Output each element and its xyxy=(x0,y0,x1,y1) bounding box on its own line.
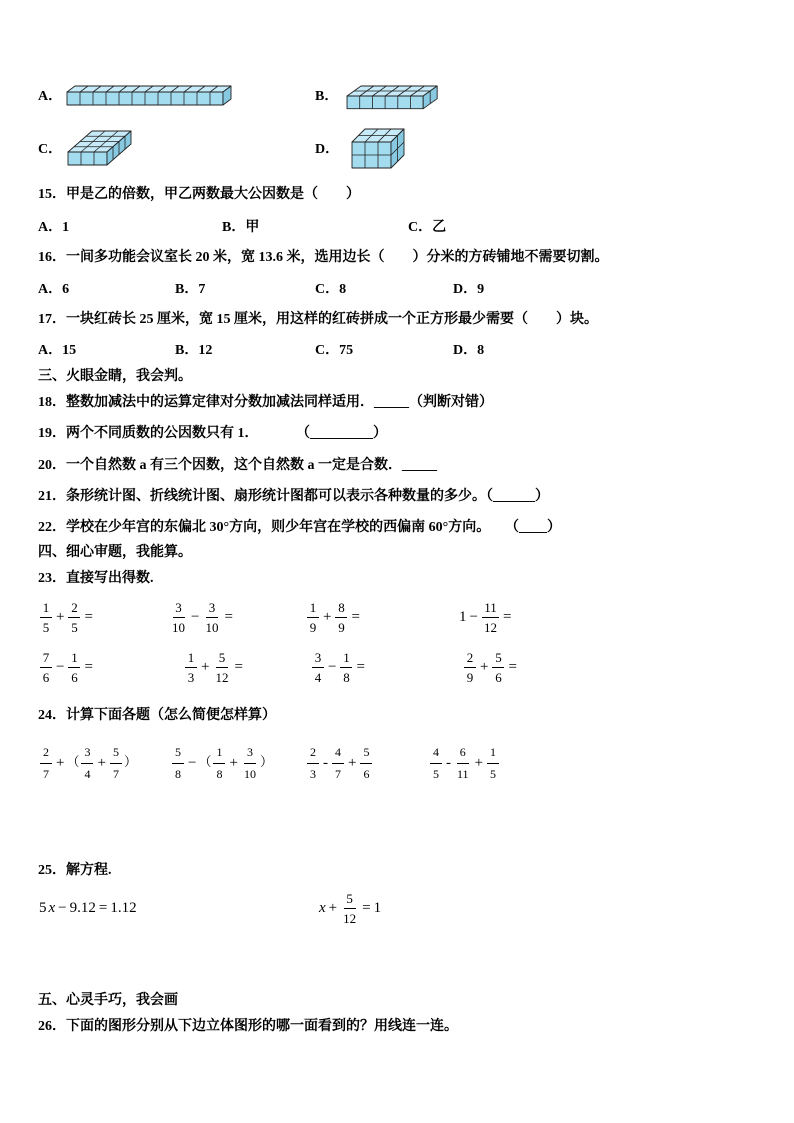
operator: − xyxy=(328,659,337,675)
fraction xyxy=(68,601,80,634)
fraction-numerator: 5 xyxy=(360,746,372,764)
cuboid-figure-a xyxy=(66,85,232,106)
fraction xyxy=(360,746,372,781)
question-19-stem: 19．两个不同质数的公因数只有 1． xyxy=(38,426,259,441)
fraction xyxy=(172,746,184,781)
fraction-numerator: 1 xyxy=(340,651,352,668)
fraction xyxy=(68,651,80,684)
fraction xyxy=(482,601,499,634)
operator: = xyxy=(362,900,371,916)
operator: + xyxy=(348,755,357,771)
number: 9.12 xyxy=(69,900,96,916)
fraction-denominator: 12 xyxy=(483,619,497,635)
operator: + xyxy=(323,609,332,625)
fraction-numerator: 7 xyxy=(40,651,52,668)
question-21-stem: 21．条形统计图、折线统计图、扇形统计图都可以表示各种数量的多少。（______） xyxy=(38,489,549,504)
figure-option-d-label: D． xyxy=(315,142,340,157)
fraction xyxy=(332,746,344,781)
operator: = xyxy=(502,609,512,625)
fraction-denominator: 5 xyxy=(71,619,78,635)
question-17-option-a: A．15 xyxy=(38,343,77,358)
operator: + xyxy=(229,755,238,771)
fraction xyxy=(307,601,319,634)
question-22-answer-blank: （____） xyxy=(505,520,561,535)
fraction-denominator: 12 xyxy=(215,669,229,685)
fraction-denominator: 3 xyxy=(187,669,195,685)
fraction-numerator: 5 xyxy=(344,892,356,909)
fraction xyxy=(81,746,93,781)
question-23-expression xyxy=(38,599,95,635)
operator: = xyxy=(84,659,93,675)
fraction-numerator: 1 xyxy=(307,601,319,618)
operator: + xyxy=(328,900,338,916)
fraction-denominator: 7 xyxy=(43,766,49,781)
question-16-option-d: D．9 xyxy=(453,282,485,297)
question-15-option-a: A．1 xyxy=(38,220,70,235)
fraction-denominator: 6 xyxy=(71,669,78,685)
number: 1 xyxy=(373,900,382,916)
question-26-stem: 26．下面的图形分别从下边立体图形的哪一面看到的？用线连一连。 xyxy=(38,1019,458,1034)
fraction xyxy=(242,746,258,781)
fraction-denominator: 5 xyxy=(490,766,497,781)
section-4-heading: 四、细心审题，我能算。 xyxy=(38,545,192,560)
fraction xyxy=(341,892,358,925)
cuboid-figure-d xyxy=(351,128,405,169)
fraction-denominator: 5 xyxy=(433,766,439,781)
operator: = xyxy=(356,659,365,675)
fraction-denominator: 10 xyxy=(243,766,256,781)
fraction-numerator: 1 xyxy=(487,746,499,764)
operator: + xyxy=(56,755,65,771)
fraction xyxy=(340,651,352,684)
parenthesis: ） xyxy=(123,755,137,770)
question-17-option-d: D．8 xyxy=(453,343,485,358)
question-16-option-a: A．6 xyxy=(38,282,70,297)
question-23-expression xyxy=(310,649,367,685)
fraction-numerator: 3 xyxy=(244,746,256,764)
fraction-numerator: 2 xyxy=(464,651,476,668)
question-17-stem: 17．一块红砖长 25 厘米，宽 15 厘米，用这样的红砖拼成一个正方形最少需要（ ）块。 xyxy=(38,312,598,327)
question-17-option-b: B．12 xyxy=(175,343,213,358)
question-24-expression xyxy=(170,745,273,781)
question-15-stem: 15．甲是乙的倍数，甲乙两数最大公因数是（ ） xyxy=(38,187,360,202)
fraction xyxy=(455,746,471,781)
question-23-title: 23．直接写出得数. xyxy=(38,571,154,586)
question-23-expression xyxy=(168,599,235,635)
fraction-denominator: 9 xyxy=(309,619,317,635)
operator: + xyxy=(201,659,210,675)
question-19-answer-blank: （_________） xyxy=(296,426,387,441)
question-25-equation xyxy=(318,890,382,926)
fraction-numerator: 4 xyxy=(430,746,442,764)
fraction xyxy=(492,651,504,684)
fraction-denominator: 10 xyxy=(205,619,219,635)
fraction-numerator: 5 xyxy=(492,651,504,668)
operator: = xyxy=(84,609,93,625)
operator: − xyxy=(469,609,478,625)
fraction xyxy=(110,746,122,781)
question-24-expression xyxy=(38,745,137,781)
operator: − xyxy=(56,659,65,675)
fraction-numerator: 11 xyxy=(482,601,499,618)
fraction-numerator: 2 xyxy=(307,746,319,764)
figure-option-c-label: C． xyxy=(38,142,63,157)
cuboid-figure-b xyxy=(346,85,438,110)
question-18-stem: 18．整数加减法中的运算定律对分数加减法同样适用．_____（判断对错） xyxy=(38,395,493,410)
fraction-denominator: 8 xyxy=(343,669,350,685)
question-23-expression xyxy=(38,649,95,685)
fraction-denominator: 8 xyxy=(216,766,223,781)
fraction-denominator: 7 xyxy=(112,766,119,781)
fraction xyxy=(487,746,499,781)
operator: + xyxy=(97,755,106,771)
number: 1.12 xyxy=(110,900,137,916)
question-16-stem: 16．一间多功能会议室长 20 米，宽 13.6 米，选用边长（ ）分米的方砖铺地不需要切割。 xyxy=(38,250,609,265)
question-15-option-b: B．甲 xyxy=(222,220,260,235)
operator: = xyxy=(224,609,233,625)
cuboid-front-face xyxy=(68,152,107,165)
fraction xyxy=(40,746,52,781)
fraction-numerator: 4 xyxy=(332,746,344,764)
question-25-title: 25．解方程. xyxy=(38,863,112,878)
fraction xyxy=(170,601,187,634)
fraction-denominator: 6 xyxy=(495,669,502,685)
fraction-numerator: 1 xyxy=(40,601,52,618)
operator: = xyxy=(508,659,517,675)
question-16-option-c: C．8 xyxy=(315,282,347,297)
fraction-denominator: 10 xyxy=(172,619,185,635)
question-16-option-b: B．7 xyxy=(175,282,206,297)
operator: + xyxy=(56,609,65,625)
fraction-numerator: 5 xyxy=(172,746,184,764)
operator: + xyxy=(480,659,489,675)
section-3-heading: 三、火眼金睛，我会判。 xyxy=(38,369,192,384)
fraction-numerator: 1 xyxy=(213,746,225,764)
fraction xyxy=(464,651,476,684)
operator: − xyxy=(188,755,197,771)
question-24-title: 24．计算下面各题（怎么简便怎样算） xyxy=(38,708,276,723)
fraction-denominator: 9 xyxy=(338,619,345,635)
figure-option-b-label: B． xyxy=(315,89,339,104)
fraction xyxy=(213,651,230,684)
question-24-expression xyxy=(305,745,374,781)
fraction xyxy=(40,651,52,684)
fraction-denominator: 4 xyxy=(84,766,91,781)
fraction-numerator: 5 xyxy=(216,651,228,668)
question-24-expression xyxy=(428,745,501,781)
fraction-numerator: 8 xyxy=(335,601,347,618)
question-17-option-c: C．75 xyxy=(315,343,354,358)
fraction-numerator: 3 xyxy=(173,601,185,618)
fraction-denominator: 9 xyxy=(466,669,474,685)
fraction xyxy=(307,746,319,781)
question-15-option-c: C．乙 xyxy=(408,220,447,235)
question-23-expression xyxy=(183,649,245,685)
variable: x xyxy=(48,900,56,916)
fraction-numerator: 5 xyxy=(110,746,122,764)
operator: - xyxy=(446,755,451,771)
fraction xyxy=(430,746,442,781)
fraction xyxy=(185,651,197,684)
question-25-equation xyxy=(38,890,138,926)
cuboid-figure-c xyxy=(67,130,132,166)
question-23-expression xyxy=(305,599,362,635)
question-23-expression xyxy=(462,649,519,685)
fraction-denominator: 11 xyxy=(457,766,469,781)
operator: = xyxy=(98,900,108,916)
operator: = xyxy=(234,659,243,675)
fraction-numerator: 3 xyxy=(312,651,324,668)
fraction-numerator: 3 xyxy=(81,746,93,764)
fraction xyxy=(203,601,220,634)
fraction-denominator: 7 xyxy=(335,766,341,781)
fraction xyxy=(40,601,52,634)
operator: + xyxy=(474,755,484,771)
section-5-heading: 五、心灵手巧，我会画 xyxy=(38,993,178,1008)
fraction-denominator: 6 xyxy=(42,669,50,685)
parenthesis: （ xyxy=(66,755,80,770)
fraction xyxy=(312,651,324,684)
fraction-denominator: 3 xyxy=(310,766,316,781)
parenthesis: ） xyxy=(259,755,273,770)
fraction-denominator: 5 xyxy=(42,619,50,635)
variable: x xyxy=(319,900,326,916)
fraction-denominator: 4 xyxy=(314,669,322,685)
figure-option-a-label: A． xyxy=(38,89,63,104)
fraction-numerator: 3 xyxy=(206,601,218,618)
fraction xyxy=(213,746,225,781)
fraction xyxy=(335,601,347,634)
operator: − xyxy=(191,609,200,625)
fraction-denominator: 8 xyxy=(175,766,181,781)
fraction-numerator: 2 xyxy=(40,746,52,764)
fraction-numerator: 1 xyxy=(68,651,80,668)
fraction-denominator: 6 xyxy=(363,766,370,781)
operator: − xyxy=(58,900,67,916)
operator: = xyxy=(351,609,360,625)
parenthesis: （ xyxy=(198,755,212,770)
fraction-denominator: 12 xyxy=(343,910,357,926)
question-20-stem: 20．一个自然数 a 有三个因数，这个自然数 a 一定是合数．_____ xyxy=(38,458,437,473)
operator: - xyxy=(323,755,328,771)
fraction-numerator: 1 xyxy=(185,651,197,668)
question-23-expression xyxy=(458,599,513,635)
fraction-numerator: 6 xyxy=(457,746,469,764)
question-22-stem: 22．学校在少年宫的东偏北 30°方向，则少年宫在学校的西偏南 60°方向。 xyxy=(38,520,491,535)
fraction-numerator: 2 xyxy=(68,601,80,618)
number: 1 xyxy=(459,609,467,625)
number: 5 xyxy=(39,900,47,916)
